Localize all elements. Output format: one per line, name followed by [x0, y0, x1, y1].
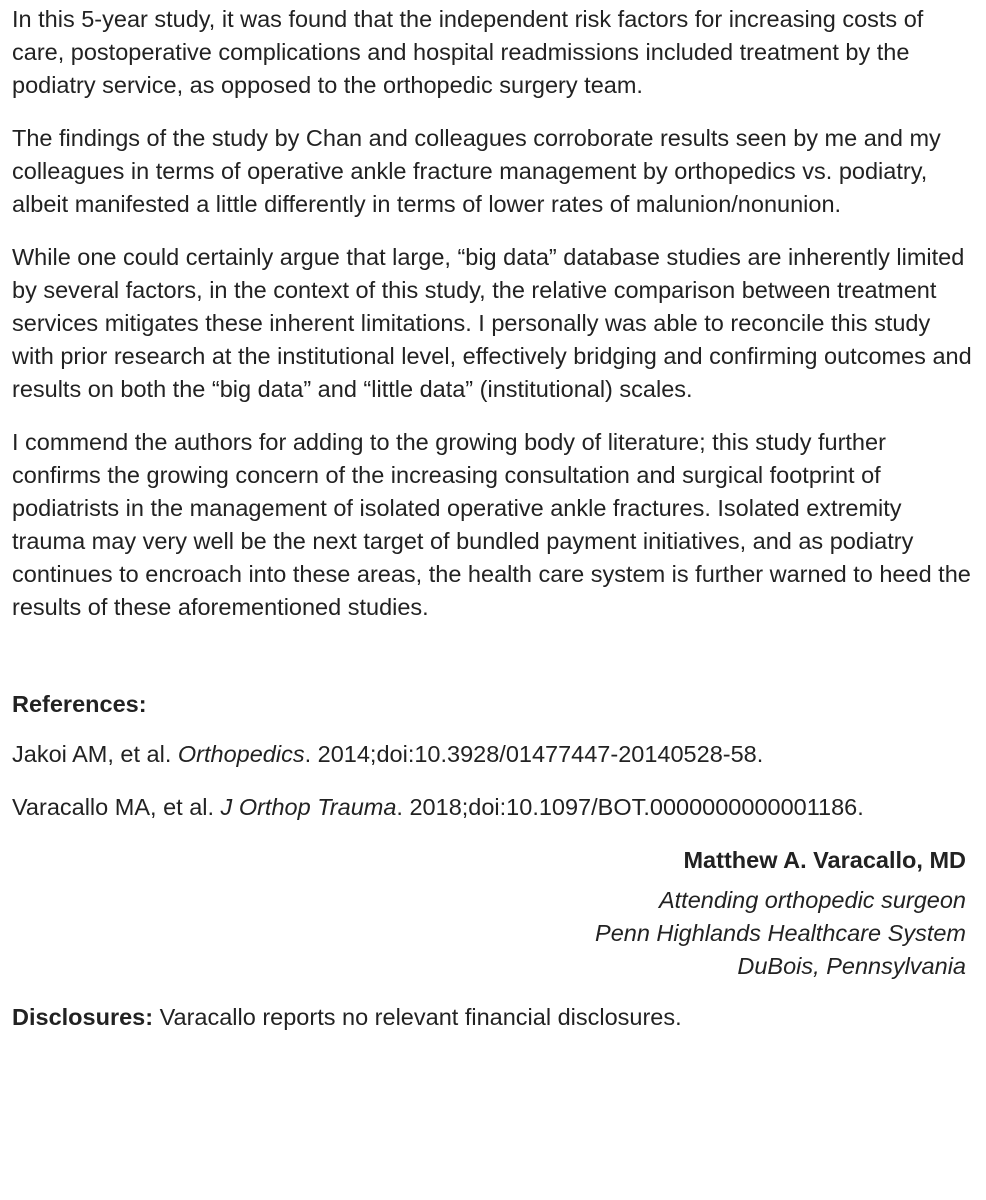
body-paragraph-2: The findings of the study by Chan and colleagues corroborate results seen by me and my colleagues in terms of operative ankle fracture management by orthopedics vs. podiatry, albeit manifested a little differently in terms of lower rates of malunion/nonunion. [12, 125, 941, 217]
article-body [12, 3, 972, 624]
author-organization: Penn Highlands Healthcare System [595, 920, 966, 946]
references-section [12, 688, 972, 824]
reference-item-1 [12, 738, 972, 771]
body-paragraph-3: While one could certainly argue that large, “big data” database studies are inherently limited by several factors, in the context of this study, the relative comparison between treatment services mitigates these inherent limitations. I personally was able to reconcile this study with prior research at the institutional level, effectively bridging and confirming outcomes and results on both the “big data” and “little data” (institutional) scales. [12, 244, 972, 402]
reference-details: . 2014;doi:10.3928/01477447-20140528-58. [304, 741, 764, 767]
disclosures-text: Varacallo reports no relevant financial disclosures. [153, 1004, 682, 1030]
author-location: DuBois, Pennsylvania [737, 953, 966, 979]
reference-journal: Orthopedics [177, 741, 305, 767]
author-title: Attending orthopedic surgeon [658, 887, 966, 913]
references-heading: References: [12, 691, 147, 717]
body-paragraph-4: I commend the authors for adding to the growing body of literature; this study further confirms the growing concern of the increasing consultation and surgical footprint of podiatrists in the management of isolated operative ankle fractures. Isolated extremity trauma may very well be the next target of bundled payment initiatives, and as podiatry continues to encroach into these areas, the health care system is further warned to heed the results of these aforementioned studies. [12, 429, 971, 620]
disclosures [12, 1001, 972, 1034]
reference-authors: Jakoi AM, et al. [12, 741, 178, 767]
disclosures-label: Disclosures: [12, 1004, 154, 1030]
reference-authors: Varacallo MA, et al. [12, 794, 221, 820]
reference-details: . 2018;doi:10.1097/BOT.0000000000001186. [396, 794, 864, 820]
author-signature [12, 844, 972, 983]
reference-item-2 [12, 791, 972, 824]
body-paragraph-1: In this 5-year study, it was found that the independent risk factors for increasing costs of care, postoperative complications and hospital readmissions included treatment by the podiatry service, as opposed to the orthopedic surgery team. [12, 6, 924, 98]
author-name: Matthew A. Varacallo, MD [683, 847, 966, 873]
reference-journal: J Orthop Trauma [220, 794, 397, 820]
